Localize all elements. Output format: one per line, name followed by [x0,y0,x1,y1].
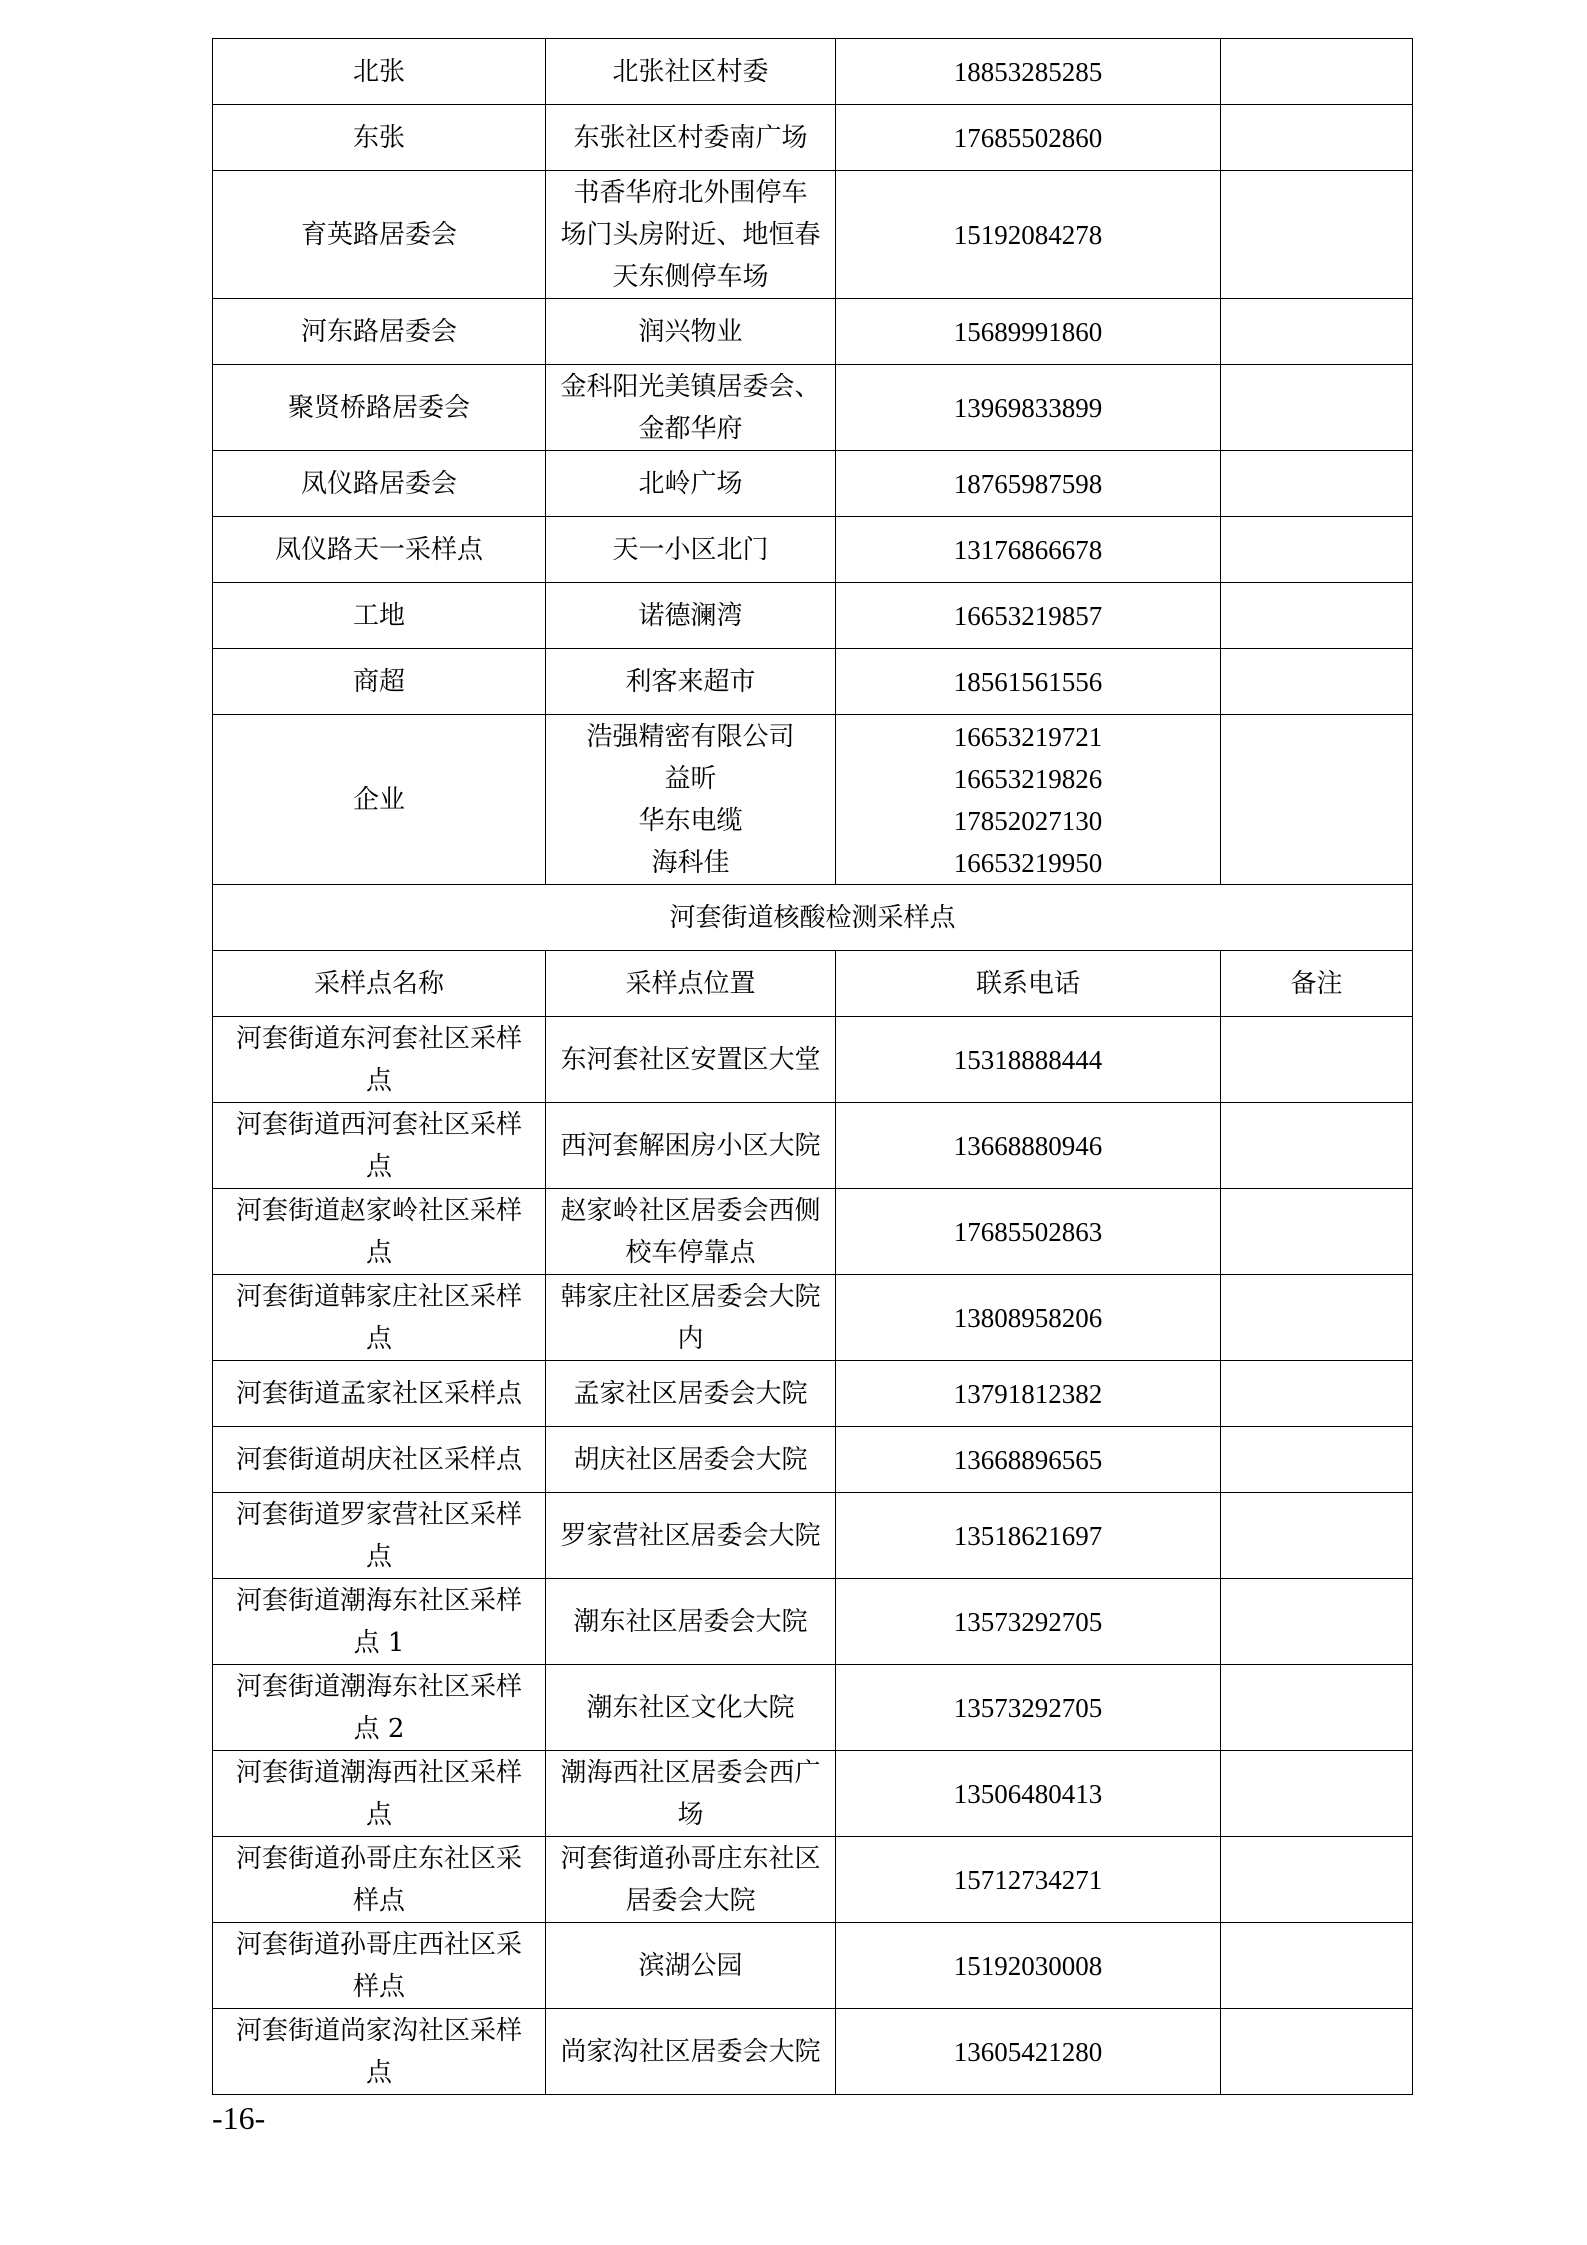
cell-text: 13668896565 [953,1444,1103,1475]
table-row [213,1579,1413,1665]
site-remark-cell [1221,1665,1413,1751]
site-remark-cell [1221,1189,1413,1275]
site-remark-cell [1221,2009,1413,2095]
site-phone-cell [836,171,1221,299]
site-phone-cell [836,715,1221,885]
site-remark-cell [1221,583,1413,649]
site-location-cell [546,1017,836,1103]
cell-text: 胡庆社区居委会大院 [573,1444,808,1475]
cell-line: 15689991860 [953,316,1103,347]
cell-text: 河套街道孙哥庄西社区采样点 [235,1929,522,2002]
cell-text: 北张 [352,56,405,87]
site-phone-cell [836,105,1221,171]
cell-text: 13573292705 [953,1606,1103,1637]
table-row [213,517,1413,583]
site-remark-cell [1221,105,1413,171]
site-location-cell [546,1361,836,1427]
site-name-cell [213,2009,546,2095]
table-row [213,1275,1413,1361]
cell-text: 潮东社区文化大院 [586,1692,795,1723]
section-title-row [213,885,1413,951]
site-phone-cell [836,1189,1221,1275]
site-phone-cell [836,1103,1221,1189]
cell-text: 河套街道孙哥庄东社区居委会大院 [560,1843,821,1916]
cell-line: 北张社区村委 [612,56,769,87]
site-location-cell [546,1665,836,1751]
cell-text: 河套街道潮海西社区采样点 [235,1757,522,1830]
site-remark-cell [1221,1275,1413,1361]
section-body [213,885,1413,1017]
site-remark-cell [1221,1427,1413,1493]
site-remark-cell [1221,1837,1413,1923]
cell-text: 河套街道罗家营社区采样点 [235,1499,522,1572]
site-phone-cell [836,517,1221,583]
cell-line: 浩强精密有限公司 [586,721,795,752]
cell-text: 孟家社区居委会大院 [573,1378,808,1409]
site-location-cell [546,583,836,649]
cell-text: 企业 [352,784,405,815]
cell-line: 13176866678 [953,534,1103,565]
site-phone-cell [836,451,1221,517]
cell-text: 13573292705 [953,1692,1103,1723]
cell-text: 工地 [352,600,405,631]
site-location-cell [546,649,836,715]
header-phone: 联系电话 [836,951,1221,1017]
cell-text: 西河套解困房小区大院 [560,1130,821,1161]
site-location-cell [546,451,836,517]
site-name-cell [213,1579,546,1665]
table-row [213,1361,1413,1427]
header-remark: 备注 [1221,951,1413,1017]
upper-table-body [213,39,1413,885]
cell-line: 金都华府 [638,413,743,444]
lower-table-body [213,1017,1413,2095]
site-name-cell [213,1103,546,1189]
cell-line: 金科阳光美镇居委会、 [560,371,821,402]
site-remark-cell [1221,649,1413,715]
site-phone-cell [836,1837,1221,1923]
cell-text: 聚贤桥路居委会 [287,392,470,423]
site-remark-cell [1221,1493,1413,1579]
site-location-cell [546,1493,836,1579]
cell-text: 河套街道孙哥庄东社区采样点 [235,1843,522,1916]
site-remark-cell [1221,1017,1413,1103]
header-name: 采样点名称 [213,951,546,1017]
table-row [213,1017,1413,1103]
cell-line: 北岭广场 [638,468,743,499]
cell-text: 凤仪路居委会 [300,468,457,499]
site-phone-cell [836,1361,1221,1427]
site-name-cell [213,1751,546,1837]
cell-line: 16653219721 [953,721,1103,752]
cell-text: 河套街道东河套社区采样点 [235,1023,522,1096]
table-row [213,365,1413,451]
site-phone-cell [836,649,1221,715]
cell-text: 东河套社区安置区大堂 [560,1044,821,1075]
site-location-cell [546,1751,836,1837]
site-remark-cell [1221,1361,1413,1427]
site-phone-cell [836,299,1221,365]
cell-text: 13808958206 [953,1302,1103,1333]
cell-line: 东张社区村委南广场 [573,122,808,153]
table-row [213,105,1413,171]
site-location-cell [546,1837,836,1923]
site-location-cell [546,1579,836,1665]
table-row [213,583,1413,649]
site-name-cell [213,1361,546,1427]
site-location-cell [546,517,836,583]
page-number: -16- [212,2100,266,2136]
site-phone-cell [836,365,1221,451]
cell-text: 13506480413 [953,1778,1103,1809]
cell-text: 河套街道尚家沟社区采样点 [235,2015,522,2088]
cell-text: 潮海西社区居委会西广场 [560,1757,821,1830]
site-remark-cell [1221,39,1413,105]
site-location-cell [546,365,836,451]
site-phone-cell [836,1427,1221,1493]
cell-text: 罗家营社区居委会大院 [560,1520,821,1551]
site-location-cell [546,1923,836,2009]
table-row [213,1923,1413,2009]
site-location-cell [546,299,836,365]
site-remark-cell [1221,451,1413,517]
cell-line: 海科佳 [651,847,730,878]
table-row [213,715,1413,885]
site-phone-cell [836,1579,1221,1665]
cell-text: 15712734271 [953,1864,1103,1895]
site-name-cell [213,1837,546,1923]
cell-text: 河套街道胡庆社区采样点 [235,1444,522,1475]
site-name-cell [213,365,546,451]
site-remark-cell [1221,1579,1413,1665]
cell-line: 17852027130 [953,805,1103,836]
cell-text: 凤仪路天一采样点 [274,534,483,565]
header-location: 采样点位置 [546,951,836,1017]
site-location-cell [546,39,836,105]
table-row [213,1493,1413,1579]
cell-line: 15192084278 [953,219,1103,250]
cell-text: 尚家沟社区居委会大院 [560,2036,821,2067]
site-name-cell [213,1923,546,2009]
site-phone-cell [836,1751,1221,1837]
site-remark-cell [1221,171,1413,299]
cell-line: 润兴物业 [638,316,743,347]
table-row [213,39,1413,105]
cell-text: 河套街道赵家岭社区采样点 [235,1195,522,1268]
cell-text: 河套街道孟家社区采样点 [235,1378,522,1409]
cell-line: 益昕 [664,763,717,794]
site-location-cell [546,1427,836,1493]
cell-text: 赵家岭社区居委会西侧校车停靠点 [560,1195,821,1268]
cell-text: 滨湖公园 [638,1950,743,1981]
table-row [213,451,1413,517]
table-row [213,1751,1413,1837]
site-location-cell [546,715,836,885]
site-name-cell [213,715,546,885]
site-location-cell [546,2009,836,2095]
table-row [213,299,1413,365]
site-name-cell [213,299,546,365]
cell-text: 潮东社区居委会大院 [573,1606,808,1637]
site-remark-cell [1221,365,1413,451]
table-row [213,1427,1413,1493]
cell-line: 16653219826 [953,763,1103,794]
site-remark-cell [1221,1103,1413,1189]
site-remark-cell [1221,1923,1413,2009]
cell-line: 16653219950 [953,847,1103,878]
site-name-cell [213,1427,546,1493]
site-phone-cell [836,2009,1221,2095]
cell-text: 15192030008 [953,1950,1103,1981]
site-name-cell [213,1017,546,1103]
cell-text: 13518621697 [953,1520,1103,1551]
cell-line: 13969833899 [953,392,1103,423]
cell-line: 利客来超市 [625,666,756,697]
cell-line: 书香华府北外围停车 [573,177,808,208]
cell-text: 河套街道韩家庄社区采样点 [235,1281,522,1354]
site-phone-cell [836,1017,1221,1103]
site-name-cell [213,105,546,171]
cell-text: 商超 [352,666,405,697]
cell-line: 天东侧停车场 [612,261,769,292]
cell-text: 17685502863 [953,1216,1103,1247]
cell-line: 17685502860 [953,122,1103,153]
site-remark-cell [1221,1751,1413,1837]
site-remark-cell [1221,299,1413,365]
site-name-cell [213,649,546,715]
site-name-cell [213,1665,546,1751]
site-remark-cell [1221,517,1413,583]
cell-text: 育英路居委会 [300,219,457,250]
table-row [213,1103,1413,1189]
site-phone-cell [836,1493,1221,1579]
site-phone-cell [836,583,1221,649]
cell-text: 河套街道潮海东社区采样点 1 [235,1585,522,1658]
site-location-cell [546,105,836,171]
cell-text: 13791812382 [953,1378,1103,1409]
header-row [213,951,1413,1017]
cell-text: 东张 [352,122,405,153]
site-location-cell [546,1275,836,1361]
cell-line: 诺德澜湾 [638,600,743,631]
cell-line: 16653219857 [953,600,1103,631]
cell-line: 场门头房附近、地恒春 [560,219,821,250]
cell-line: 18765987598 [953,468,1103,499]
sampling-points-table [212,38,1413,2095]
site-location-cell [546,1103,836,1189]
site-phone-cell [836,1275,1221,1361]
cell-text: 河套街道西河套社区采样点 [235,1109,522,1182]
cell-text: 13668880946 [953,1130,1103,1161]
section-title: 河套街道核酸检测采样点 [213,885,1413,951]
site-phone-cell [836,1665,1221,1751]
site-name-cell [213,451,546,517]
site-name-cell [213,39,546,105]
table-row [213,171,1413,299]
cell-line: 18561561556 [953,666,1103,697]
table-row [213,1837,1413,1923]
table-row [213,1665,1413,1751]
cell-text: 河套街道潮海东社区采样点 2 [235,1671,522,1744]
site-phone-cell [836,1923,1221,2009]
site-name-cell [213,583,546,649]
cell-line: 天一小区北门 [612,534,769,565]
cell-line: 华东电缆 [638,805,743,836]
cell-text: 15318888444 [953,1044,1103,1075]
site-location-cell [546,171,836,299]
table-row [213,2009,1413,2095]
site-location-cell [546,1189,836,1275]
site-remark-cell [1221,715,1413,885]
site-name-cell [213,517,546,583]
cell-line: 18853285285 [953,56,1103,87]
cell-text: 河东路居委会 [300,316,457,347]
cell-text: 13605421280 [953,2036,1103,2067]
cell-text: 韩家庄社区居委会大院内 [560,1281,821,1354]
site-name-cell [213,1493,546,1579]
site-name-cell [213,1275,546,1361]
site-phone-cell [836,39,1221,105]
site-name-cell [213,1189,546,1275]
site-name-cell [213,171,546,299]
table-row [213,649,1413,715]
table-row [213,1189,1413,1275]
